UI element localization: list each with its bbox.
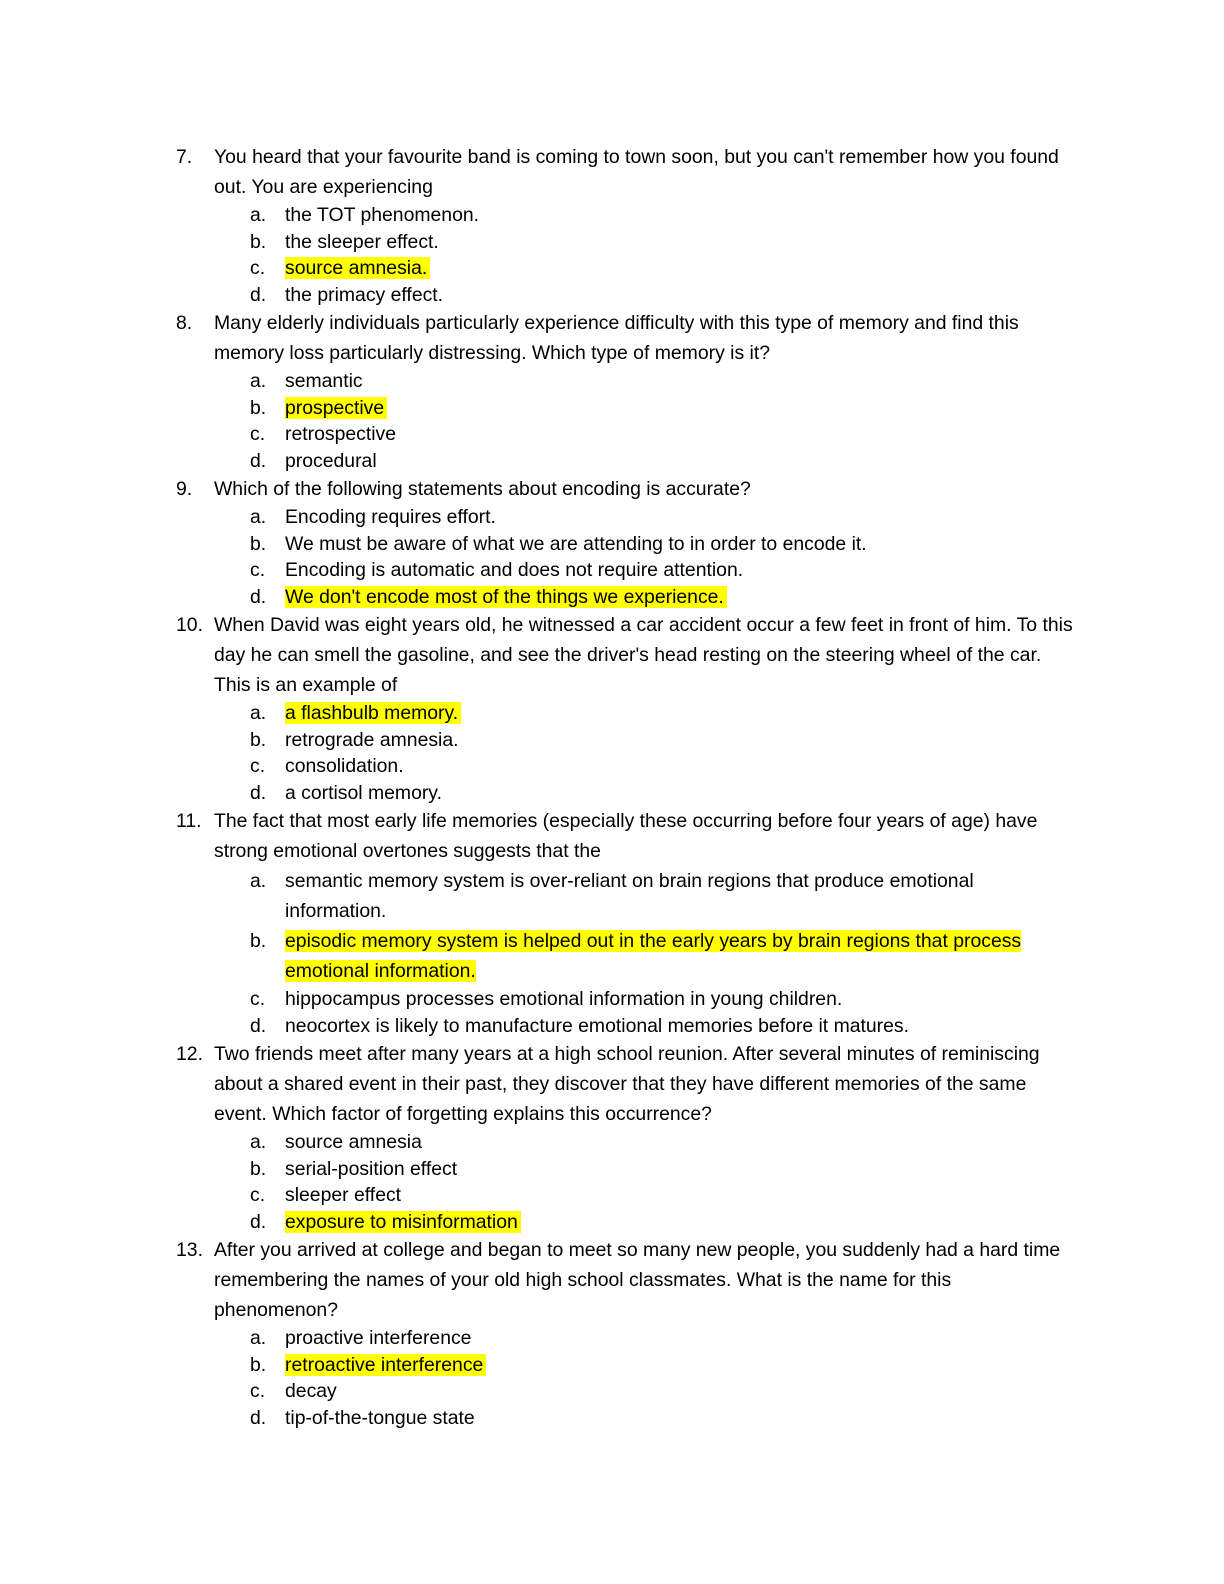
option-text: decay — [285, 1380, 337, 1402]
option-letter: d. — [250, 585, 267, 608]
highlighted-answer: We don't encode most of the things we experience. — [285, 586, 727, 608]
question-9 — [176, 474, 1076, 610]
option-text: proactive interference — [285, 1327, 472, 1349]
option-letter: a. — [250, 204, 267, 226]
option-letter: b. — [250, 930, 267, 952]
option-b — [214, 1156, 1076, 1183]
option-d — [214, 584, 1076, 611]
option-list — [214, 1325, 1076, 1431]
option-letter: d. — [250, 449, 267, 472]
option-list — [214, 700, 1076, 806]
question-text: After you arrived at college and began to meet so many new people, you suddenly had a hard time remembering the names of your old high school classmates. What is the name for this phenomenon? — [214, 1239, 1061, 1321]
question-number: 8. — [176, 312, 193, 334]
option-text: the primacy effect. — [285, 283, 444, 306]
question-number: 11. — [176, 810, 202, 832]
option-d — [214, 780, 1076, 807]
option-list — [214, 866, 1076, 1039]
option-letter: b. — [250, 728, 267, 751]
option-text: We must be aware of what we are attending to in order to encode it. — [285, 532, 867, 555]
option-letter: b. — [250, 230, 267, 253]
option-a — [214, 1129, 1076, 1156]
question-11 — [176, 806, 1076, 1039]
option-letter: d. — [250, 1210, 267, 1233]
question-text: When David was eight years old, he witnessed a car accident occur a few feet in front of him. To this day he can smell the gasoline, and see the driver's head resting on the steering wheel of the car. This is an example of — [214, 614, 1073, 696]
question-text: The fact that most early life memories (especially these occurring before four years of age) have strong emotional overtones suggests that the — [214, 810, 1038, 862]
question-number: 12. — [176, 1043, 203, 1065]
option-text: neocortex is likely to manufacture emotional memories before it matures. — [285, 1014, 910, 1037]
option-text: semantic memory system is over-reliant on brain regions that produce emotional information. — [285, 870, 974, 922]
option-text: retrospective — [285, 423, 397, 445]
option-text: the TOT phenomenon. — [285, 204, 480, 226]
option-b — [214, 727, 1076, 754]
question-number: 9. — [176, 478, 193, 500]
option-b — [214, 531, 1076, 558]
option-letter: a. — [250, 506, 267, 528]
option-d — [214, 282, 1076, 309]
option-letter: d. — [250, 1014, 267, 1037]
option-a — [214, 866, 1076, 926]
option-c — [214, 421, 1076, 448]
option-c — [214, 255, 1076, 282]
option-c — [214, 753, 1076, 780]
option-letter: a. — [250, 1131, 267, 1153]
question-number: 7. — [176, 146, 193, 168]
option-letter: c. — [250, 257, 266, 279]
highlighted-answer: exposure to misinformation — [285, 1211, 521, 1233]
option-c — [214, 1182, 1076, 1209]
option-list — [214, 368, 1076, 474]
option-text: semantic — [285, 370, 363, 392]
option-letter: b. — [250, 1157, 267, 1180]
option-letter: b. — [250, 1353, 267, 1376]
question-12 — [176, 1039, 1076, 1235]
option-d — [214, 1405, 1076, 1432]
option-list — [214, 1129, 1076, 1235]
highlighted-answer: retroactive interference — [285, 1354, 486, 1376]
option-letter: a. — [250, 370, 267, 392]
option-c — [214, 986, 1076, 1013]
option-letter: b. — [250, 532, 267, 555]
option-letter: c. — [250, 1184, 266, 1206]
option-letter: c. — [250, 755, 266, 777]
option-b — [214, 926, 1076, 986]
question-8 — [176, 308, 1076, 474]
question-7 — [176, 142, 1076, 308]
option-b — [214, 1352, 1076, 1379]
option-a — [214, 1325, 1076, 1352]
option-c — [214, 557, 1076, 584]
question-text: You heard that your favourite band is coming to town soon, but you can't remember how you found out. You are experiencing — [214, 146, 1059, 198]
option-text: source amnesia — [285, 1131, 422, 1153]
option-a — [214, 700, 1076, 727]
highlighted-answer: a flashbulb memory. — [285, 702, 461, 724]
highlighted-answer: prospective — [285, 397, 387, 419]
option-list — [214, 202, 1076, 308]
option-letter: a. — [250, 870, 267, 892]
option-c — [214, 1378, 1076, 1405]
highlighted-answer: source amnesia. — [285, 257, 430, 279]
option-letter: d. — [250, 1406, 267, 1429]
option-text: the sleeper effect. — [285, 230, 439, 253]
option-text: a cortisol memory. — [285, 781, 442, 804]
question-text: Many elderly individuals particularly experience difficulty with this type of memory and find this memory loss particularly distressing. Which type of memory is it? — [214, 312, 1019, 364]
option-d — [214, 1209, 1076, 1236]
question-number: 13. — [176, 1239, 203, 1261]
option-a — [214, 202, 1076, 229]
question-number: 10. — [176, 614, 203, 636]
option-text: procedural — [285, 449, 377, 472]
option-text: sleeper effect — [285, 1184, 402, 1206]
option-text: consolidation. — [285, 755, 404, 777]
option-text: hippocampus processes emotional information in young children. — [285, 988, 843, 1010]
option-letter: a. — [250, 1327, 267, 1349]
option-d — [214, 1013, 1076, 1040]
option-text: tip-of-the-tongue state — [285, 1406, 475, 1429]
question-text: Two friends meet after many years at a high school reunion. After several minutes of reminiscing about a shared event in their past, they discover that they have different memories of the same event. Which factor of forgetting explains this occurrence? — [214, 1043, 1040, 1125]
option-d — [214, 448, 1076, 475]
option-b — [214, 229, 1076, 256]
option-letter: a. — [250, 702, 267, 724]
option-text: serial-position effect — [285, 1157, 458, 1180]
option-a — [214, 368, 1076, 395]
question-list — [176, 142, 1076, 1431]
option-a — [214, 504, 1076, 531]
option-letter: b. — [250, 396, 267, 419]
option-text: Encoding requires effort. — [285, 506, 496, 528]
question-text: Which of the following statements about encoding is accurate? — [214, 478, 751, 500]
option-text: Encoding is automatic and does not require attention. — [285, 559, 744, 581]
option-letter: c. — [250, 988, 266, 1010]
option-list — [214, 504, 1076, 610]
option-letter: c. — [250, 423, 266, 445]
option-letter: c. — [250, 559, 266, 581]
option-letter: d. — [250, 283, 267, 306]
highlighted-answer: episodic memory system is helped out in the early years by brain regions that process emotional information. — [285, 930, 1022, 982]
option-text: retrograde amnesia. — [285, 728, 459, 751]
question-13 — [176, 1235, 1076, 1431]
option-letter: c. — [250, 1380, 266, 1402]
question-10 — [176, 610, 1076, 806]
option-b — [214, 395, 1076, 422]
option-letter: d. — [250, 781, 267, 804]
